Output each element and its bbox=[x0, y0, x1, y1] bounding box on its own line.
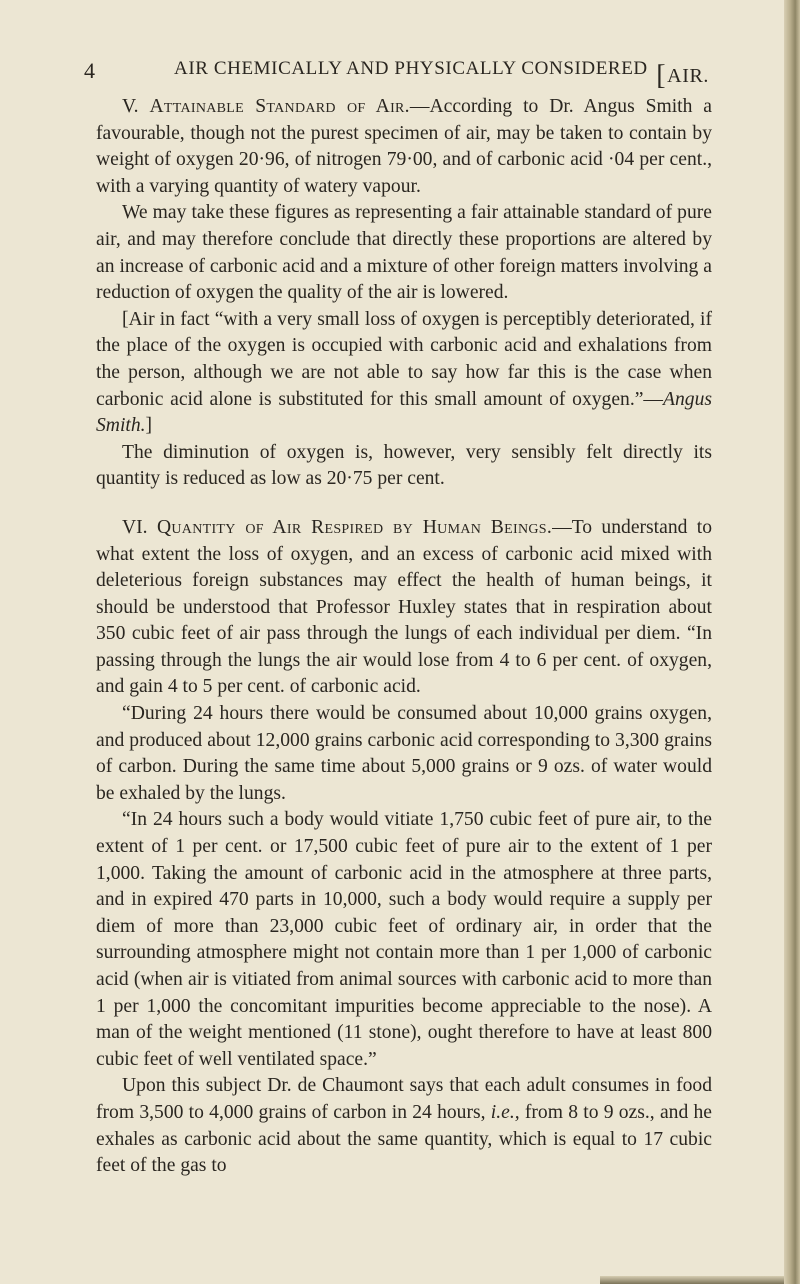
section-6-p1-text: —To understand to what extent the loss of oxygen, and an excess of carbonic acid mixed with deleterious foreign substances may effect the health of human beings, it should be understood that Professor Huxley states that in respiration about 350 cubic feet of air pass through the lungs of each individual per diem. “In passing through the lungs the air would lose from 4 to 6 per cent. of oxygen, and gain 4 to 5 per cent. of carbonic acid. bbox=[96, 516, 712, 698]
running-title: AIR CHEMICALLY AND PHYSICALLY CONSIDERED bbox=[174, 58, 648, 79]
section-6-number: VI. bbox=[122, 516, 148, 538]
section-5-paragraph-3 bbox=[96, 307, 712, 440]
section-6-heading: Quantity of Air Respired by Human Beings. bbox=[156, 516, 553, 538]
book-spine-edge bbox=[784, 0, 800, 1284]
section-5-p1-text: —According to Dr. Angus Smith a favourable, though not the purest specimen of air, may be taken to contain by weight of oxygen 20·96, of nitrogen 79·00, and of carbonic acid ·04 per cent., with a varying quantity of watery vapour. bbox=[96, 96, 713, 197]
body-text bbox=[96, 94, 712, 1180]
section-bracket: [ bbox=[656, 60, 667, 91]
section-6-p4-rest: from 8 to 9 ozs., and he exhales as carbonic acid about the same quantity, which is equal to 17 cubic feet of the gas to bbox=[96, 1101, 712, 1177]
section-6-paragraph-4 bbox=[96, 1073, 712, 1179]
section-5-paragraph-4: The diminution of oxygen is, however, very sensibly felt directly its quantity is reduced as low as 20·75 per cent. bbox=[96, 441, 712, 490]
section-6-ie: i.e., bbox=[490, 1101, 520, 1123]
section-5-quote-close: ] bbox=[145, 415, 153, 437]
section-5-quote: [Air in fact “with a very small loss of oxygen is perceptibly deteriorated, if the place of the oxygen is occupied with carbonic acid and exhalations from the person, although we are not able to say how far this is the case when carbonic acid alone is substituted for this small amount of oxygen.”— bbox=[96, 308, 712, 410]
section-5-paragraph-2: We may take these figures as representing a fair attainable standard of pure air, and may therefore conclude that directly these proportions are altered by an increase of carbonic acid and a mixture of other foreign matters involving a reduction of oxygen the quality of the air is lowered. bbox=[96, 202, 712, 304]
section-5-number: V. bbox=[122, 96, 139, 117]
running-section bbox=[656, 58, 709, 90]
section-6-p4-start: Upon this subject Dr. de Chaumont says that each adult consumes in food from 3,500 to 4,000 grains of carbon in 24 hours, bbox=[96, 1075, 712, 1123]
section-label: AIR. bbox=[667, 65, 709, 87]
section-5-heading: Attainable Standard of Air. bbox=[149, 96, 410, 117]
section-6-paragraph-2: “During 24 hours there would be consumed about 10,000 grains oxygen, and produced about 12,000 grains carbonic acid corresponding to 3,300 grains of carbon. During the same time about 5,000 grains or 9 ozs. of water would be exhaled by the lungs. bbox=[96, 703, 712, 804]
section-6-paragraph-3: “In 24 hours such a body would vitiate 1,750 cubic feet of pure air, to the extent of 1 per cent. or 17,500 cubic feet of pure air to the extent of 1 per 1,000. Taking the amount of carbonic acid in the atmosphere at three parts, and in expired 470 parts in 10,000, such a body would require a supply per diem of more than 23,000 cubic feet of ordinary air, in order that the surrounding atmosphere might not contain more than 1 per 1,000 of carbonic acid (when air is vitiated from animal sources with carbonic acid to more than 1 per 1,000 the concomitant impurities become appreciable to the nose). A man of the weight mentioned (11 stone), ought therefore to have at least 800 cubic feet of well ventilated space.” bbox=[96, 809, 712, 1070]
page-bottom-edge bbox=[600, 1276, 784, 1284]
page-number: 4 bbox=[84, 58, 96, 83]
section-5-paragraph-1 bbox=[96, 94, 712, 200]
section-6-paragraph-1 bbox=[96, 515, 712, 701]
section-5-quote-author: Angus Smith. bbox=[96, 388, 712, 437]
running-header bbox=[84, 58, 709, 91]
